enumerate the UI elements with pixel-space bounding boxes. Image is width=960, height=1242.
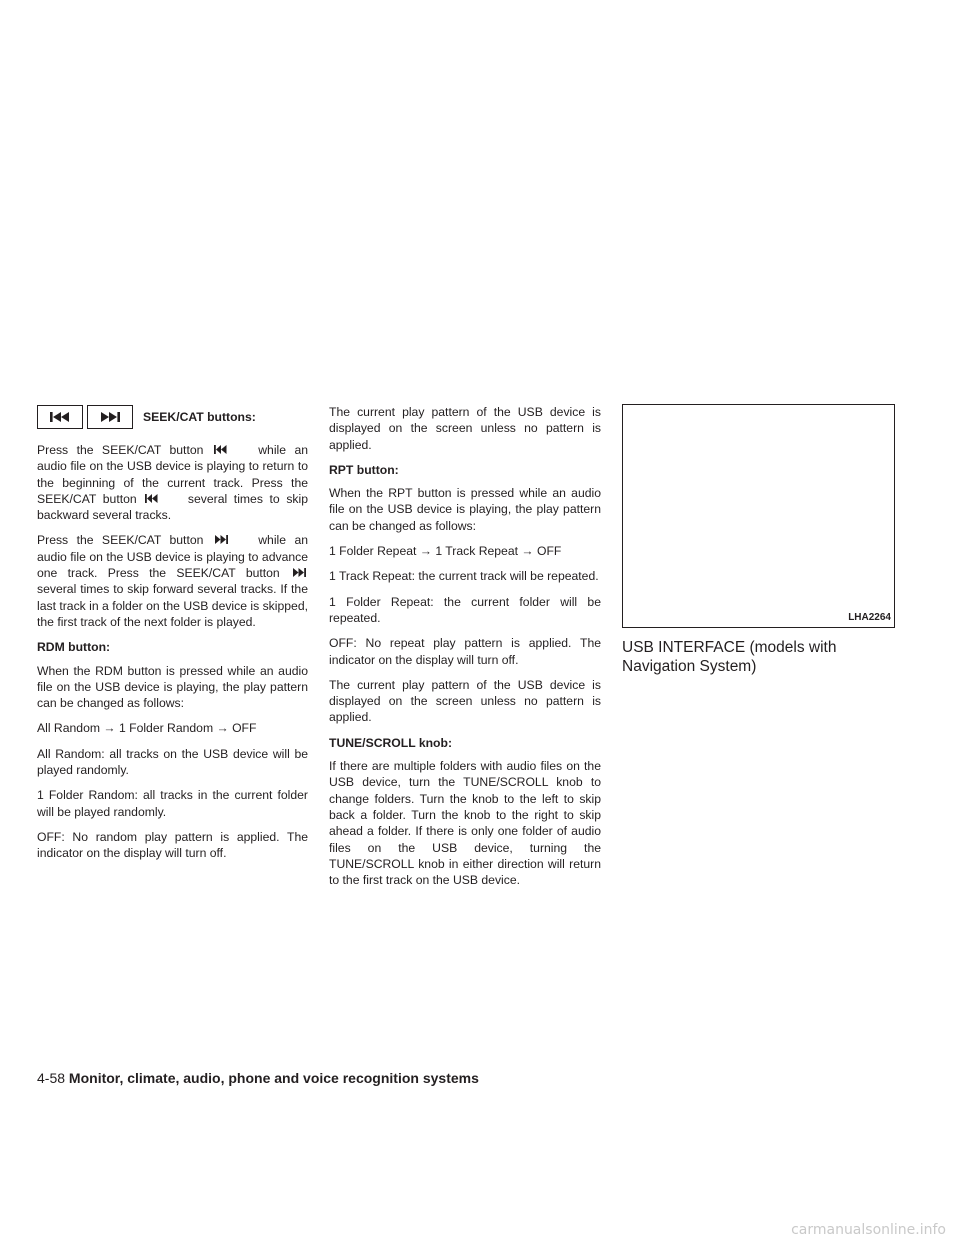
rpt-paragraph-4: 1 Folder Repeat: the current folder will be repeated. — [329, 594, 601, 625]
skip-back-icon — [145, 494, 159, 503]
seek-heading: SEEK/CAT buttons: — [143, 409, 256, 424]
rpt-paragraph-3: 1 Track Repeat: the current track will be repeated. — [329, 569, 599, 584]
rdm-paragraph-4: 1 Folder Random: all tracks in the current folder will be played randomly. — [37, 788, 308, 819]
seek-back-button — [37, 405, 83, 429]
seek-p2-text-c: several times to skip forward several tracks. If the last track in a folder on the USB device is skipped, the first track of the next folder is played. — [37, 582, 308, 629]
chapter-title: Monitor, climate, audio, phone and voice recognition systems — [68, 1070, 479, 1086]
seek-paragraph-1 — [37, 442, 308, 523]
page-footer — [37, 1070, 479, 1086]
skip-back-icon — [214, 445, 228, 454]
seek-buttons-row — [37, 404, 308, 430]
column-left — [37, 404, 308, 871]
play-pattern-paragraph: The current play pattern of the USB device is displayed on the screen unless no pattern is applied. — [329, 405, 601, 452]
skip-forward-icon — [214, 535, 228, 544]
seek-p2-text-b: while an audio file on the USB device is playing to advance one track. Press the SEEK/CAT button — [37, 533, 308, 581]
seek-forward-button — [87, 405, 133, 429]
seek-paragraph-2 — [37, 532, 308, 630]
figure-frame — [622, 404, 895, 628]
rpt-paragraph-2: 1 Folder Repeat → 1 Track Repeat → OFF — [329, 544, 562, 559]
seek-p1-text-a: Press the SEEK/CAT button — [37, 443, 204, 457]
seek-p2-text-a: Press the SEEK/CAT button — [37, 533, 204, 548]
rdm-paragraph-1: When the RDM button is pressed while an audio file on the USB device is playing, the play pattern can be changed as follows: — [37, 663, 308, 711]
page-number: 4-58 — [37, 1070, 66, 1086]
rpt-paragraph-5: OFF: No repeat play pattern is applied. The indicator on the display will turn off. — [329, 636, 601, 667]
seek-p1-text-c: several times to skip backward several tracks. — [37, 491, 309, 523]
column-right — [622, 404, 895, 676]
seek-p1-text-b: while an audio file on the USB device is playing to return to the beginning of the current track. Press the SEEK/CAT button — [37, 443, 308, 506]
rpt-heading: RPT button: — [329, 462, 399, 477]
watermark: carmanualsonline.info — [791, 1222, 946, 1238]
rdm-paragraph-5: OFF: No random play pattern is applied. The indicator on the display will turn off. — [37, 829, 308, 861]
tune-paragraph-1: If there are multiple folders with audio files on the USB device, turn the TUNE/SCROLL knob to change folders. Turn the knob to the left to skip back a folder. Turn the knob to the right to skip ahead a folder. If there is only one folder of audio files on the USB device, turning the TUNE/SCROLL knob in either direction will return to the first track on the USB device. — [329, 759, 601, 888]
rdm-paragraph-3: All Random: all tracks on the USB device will be played randomly. — [37, 746, 308, 778]
column-middle — [329, 404, 601, 897]
tune-heading: TUNE/SCROLL knob: — [329, 735, 452, 750]
skip-forward-icon — [292, 568, 306, 577]
skip-forward-icon — [99, 411, 121, 423]
rpt-paragraph-6: The current play pattern of the USB device is displayed on the screen unless no pattern is applied. — [329, 677, 601, 725]
section-title: USB INTERFACE (models with Navigation System) — [622, 639, 837, 675]
rdm-paragraph-2: All Random → 1 Folder Random → OFF — [37, 721, 257, 736]
rpt-paragraph-1: When the RPT button is pressed while an audio file on the USB device is playing, the play pattern can be changed as follows: — [329, 486, 601, 533]
rdm-heading: RDM button: — [37, 640, 111, 655]
skip-back-icon — [49, 411, 71, 423]
figure-code: LHA2264 — [848, 611, 891, 623]
